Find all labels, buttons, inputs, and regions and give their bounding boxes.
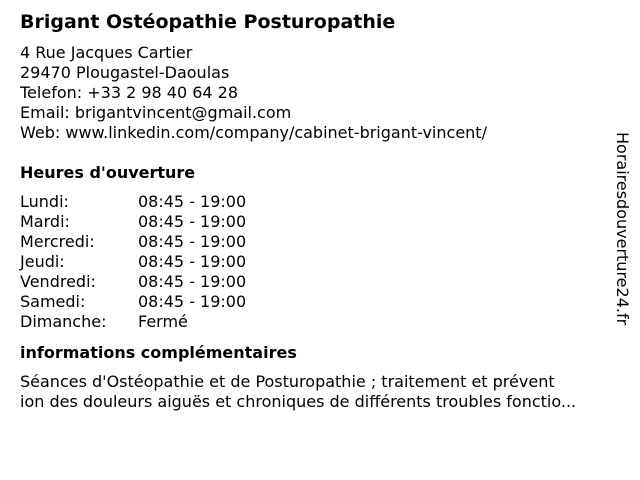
hours-row bbox=[20, 212, 620, 232]
hours-row bbox=[20, 192, 620, 212]
day-label: Jeudi: bbox=[20, 252, 65, 271]
info-text-line: ion des douleurs aiguës et chroniques de différents troubles fonctio... bbox=[20, 392, 577, 411]
phone-line: Telefon: +33 2 98 40 64 28 bbox=[20, 83, 239, 102]
time-value: Fermé bbox=[138, 312, 188, 331]
hours-row bbox=[20, 252, 620, 272]
site-watermark: Horairesdouverture24.fr bbox=[613, 132, 632, 326]
hours-row bbox=[20, 272, 620, 292]
day-label: Dimanche: bbox=[20, 312, 107, 331]
address-block bbox=[20, 43, 620, 143]
day-label: Mardi: bbox=[20, 212, 70, 231]
hours-row bbox=[20, 312, 620, 332]
address-city: 29470 Plougastel-Daoulas bbox=[20, 63, 230, 82]
time-value: 08:45 - 19:00 bbox=[138, 212, 247, 231]
business-card bbox=[20, 10, 620, 412]
web-line: Web: www.linkedin.com/company/cabinet-brigant-vincent/ bbox=[20, 123, 487, 142]
hours-table bbox=[20, 192, 620, 332]
hours-row bbox=[20, 292, 620, 312]
hours-row bbox=[20, 232, 620, 252]
info-text-line: Séances d'Ostéopathie et de Posturopathie ; traitement et prévent bbox=[20, 372, 555, 391]
day-label: Samedi: bbox=[20, 292, 86, 311]
time-value: 08:45 - 19:00 bbox=[138, 232, 247, 251]
info-description bbox=[20, 372, 620, 412]
time-value: 08:45 - 19:00 bbox=[138, 252, 247, 271]
info-heading: informations complémentaires bbox=[20, 343, 297, 362]
time-value: 08:45 - 19:00 bbox=[138, 272, 247, 291]
time-value: 08:45 - 19:00 bbox=[138, 192, 247, 211]
day-label: Mercredi: bbox=[20, 232, 95, 251]
business-name: Brigant Ostéopathie Posturopathie bbox=[20, 11, 396, 33]
hours-heading: Heures d'ouverture bbox=[20, 163, 196, 182]
address-street: 4 Rue Jacques Cartier bbox=[20, 43, 193, 62]
day-label: Lundi: bbox=[20, 192, 69, 211]
email-line: Email: brigantvincent@gmail.com bbox=[20, 103, 292, 122]
day-label: Vendredi: bbox=[20, 272, 96, 291]
time-value: 08:45 - 19:00 bbox=[138, 292, 247, 311]
